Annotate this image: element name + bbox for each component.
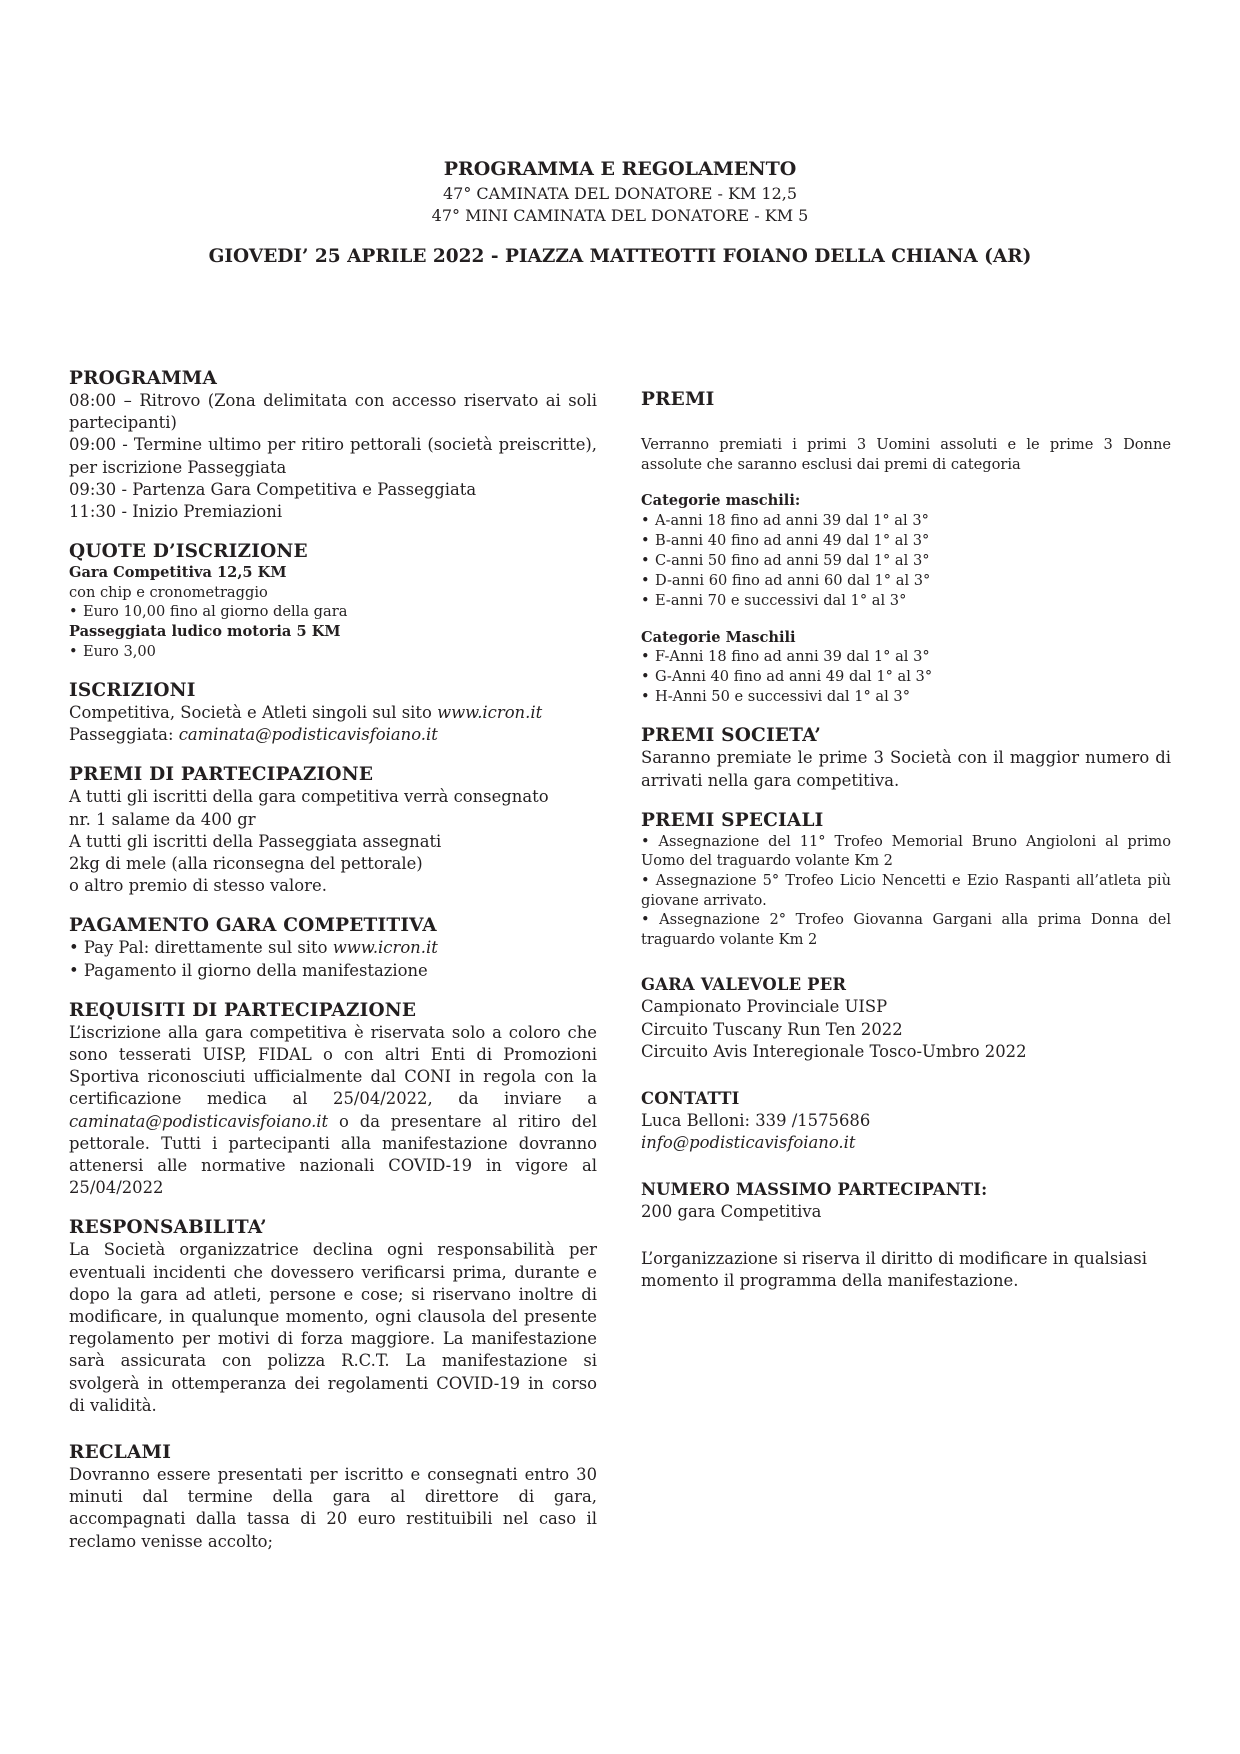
requisiti-text: L’iscrizione alla gara competitiva è riservata solo a coloro che sono tesserati UISP, FIDAL o con altri Enti di Promozioni Sportiva riconosciuti ufficialmente dal CONI in regola con la certificazione medica al 25/04/2022, da inviare a caminata@podisticavisfoiano.it o da presentare al ritiro del pettorale. Tutti i partecipanti alla manifestazione dovranno attenersi alle normative nazionali COVID-19 in vigore al 25/04/2022 [69,1022,597,1198]
section-contatti [641,1087,1171,1154]
category-item: • B-anni 40 fino ad anni 49 dal 1° al 3° [641,531,930,549]
contatti-phone: Luca Belloni: 339 /1575686 [641,1110,871,1130]
premio-speciale-item: • Assegnazione del 11° Trofeo Memorial Bruno Angioloni al primo Uomo del traguardo volante Km 2 [641,832,1171,870]
left-column [69,367,597,1553]
contatti-email[interactable]: info@podisticavisfoiano.it [641,1133,856,1153]
bullet-icon: • [641,648,650,666]
categorie-maschili-2-title: Categorie Maschili [641,628,796,646]
section-gara-valevole [641,973,1171,1063]
iscrizioni-line: Competitiva, Società e Atleti singoli sul sito www.icron.it [69,703,543,722]
premi-partecipazione-line: o altro premio di stesso valore. [69,876,327,896]
responsabilita-text: La Società organizzatrice declina ogni responsabilità per eventuali incidenti che dovessero verificarsi prima, durante e dopo la gara ad atleti, persone e cose; si riservano inoltre di modificare, in qualunque momento, ogni clausola del presente regolamento per motivi di forza maggiore. La manifestazione sarà assicurata con polizza R.C.T. La manifestazione si svolgerà in ottemperanza dei regolamenti COVID-19 in corso di validità. [69,1240,597,1415]
quote-gara-price: • Euro 10,00 fino al giorno della gara [69,603,348,621]
premi-societa-text: Saranno premiate le prime 3 Società con il maggior numero di arrivati nella gara competitiva. [641,748,1171,790]
category-item: • F-Anni 18 fino ad anni 39 dal 1° al 3° [641,648,930,666]
pagamento-title: PAGAMENTO GARA COMPETITIVA [69,915,437,937]
section-premi-societa [641,724,1171,791]
quote-gara-title: Gara Competitiva 12,5 KM [69,564,287,582]
section-requisiti [69,999,597,1200]
quote-title: QUOTE D’ISCRIZIONE [69,541,308,563]
section-reclami [69,1441,597,1553]
premi-partecipazione-line: nr. 1 salame da 400 gr [69,809,256,829]
bullet-icon: • [69,643,78,660]
premio-speciale-item: • Assegnazione 2° Trofeo Giovanna Gargani alla prima Donna del traguardo volante Km 2 [641,911,1171,948]
section-premi-partecipazione [69,763,597,897]
category-item: • H-Anni 50 e successivi dal 1° al 3° [641,688,911,706]
premi-speciali-title: PREMI SPECIALI [641,809,824,831]
section-programma [69,367,597,523]
email-link[interactable]: caminata@podisticavisfoiano.it [69,1111,329,1131]
reclami-text: Dovranno essere presentati per iscritto e consegnati entro 30 minuti dal termine della gara al direttore di gara, accompagnati dalla tassa di 20 euro restituibili nel caso il reclamo venisse accolto; [69,1465,597,1551]
category-item: • A-anni 18 fino ad anni 39 dal 1° al 3° [641,511,929,529]
section-responsabilita [69,1216,597,1417]
right-column [641,388,1171,1292]
bullet-icon: • [641,551,650,569]
category-item: • D-anni 60 fino ad anni 60 dal 1° al 3° [641,571,931,589]
nota-finale: L’organizzazione si riserva il diritto di modificare in qualsiasi momento il programma della manifestazione. [641,1248,1147,1290]
premi-partecipazione-line: 2kg di mele (alla riconsegna del pettorale) [69,854,423,874]
programma-line: 09:30 - Partenza Gara Competitiva e Passeggiata [69,479,477,499]
event-subtitle-12km: 47° CAMINATA DEL DONATORE - KM 12,5 [442,184,798,203]
programma-title: PROGRAMMA [69,368,218,389]
gara-valevole-title: GARA VALEVOLE PER [641,975,847,995]
gara-valevole-line: Circuito Tuscany Run Ten 2022 [641,1019,903,1039]
bullet-icon: • [641,591,650,609]
email-link[interactable]: caminata@podisticavisfoiano.it [178,725,438,745]
bullet-icon: • [69,603,78,621]
programma-line: 08:00 – Ritrovo (Zona delimitata con accesso riservato ai soli partecipanti) [69,391,597,433]
bullet-icon: • [641,511,650,529]
quote-pass-title: Passeggiata ludico motoria 5 KM [69,623,341,641]
categorie-maschili-title: Categorie maschili: [641,492,801,510]
pagamento-item: • Pay Pal: direttamente sul sito www.icron.it [69,938,438,958]
bullet-icon: • [641,668,650,686]
reclami-title: RECLAMI [69,1442,172,1464]
category-item: • G-Anni 40 fino ad anni 49 dal 1° al 3° [641,668,933,686]
premi-partecipazione-line: A tutti gli iscritti della Passeggiata assegnati [69,831,442,851]
icron-link[interactable]: www.icron.it [437,703,543,722]
icron-link[interactable]: www.icron.it [332,938,438,958]
section-pagamento [69,914,597,981]
requisiti-title: REQUISITI DI PARTECIPAZIONE [69,999,417,1021]
event-date-location: GIOVEDI’ 25 APRILE 2022 - PIAZZA MATTEOTTI FOIANO DELLA CHIANA (AR) [208,246,1032,267]
programma-line: 11:30 - Inizio Premiazioni [69,502,283,522]
section-quote [69,540,597,662]
gara-valevole-line: Campionato Provinciale UISP [641,997,888,1017]
programma-line: 09:00 - Termine ultimo per ritiro pettorali (società preiscritte), per iscrizione Passeggiata [69,435,597,477]
premi-societa-title: PREMI SOCIETA’ [641,725,822,747]
bullet-icon: • [641,688,650,706]
quote-pass-price: • Euro 3,00 [69,643,156,660]
premi-intro: Verranno premiati i primi 3 Uomini assoluti e le prime 3 Donne assolute che saranno esclusi dai premi di categoria [641,436,1171,473]
premio-speciale-item: • Assegnazione 5° Trofeo Licio Nencetti e Ezio Raspanti all’atleta più giovane arrivato. [641,871,1171,909]
premi-partecipazione-title: PREMI DI PARTECIPAZIONE [69,764,374,786]
gara-valevole-line: Circuito Avis Interegionale Tosco-Umbro 2022 [641,1041,1027,1061]
event-subtitle-5km: 47° MINI CAMINATA DEL DONATORE - KM 5 [431,206,809,225]
premi-title: PREMI [641,389,715,410]
category-item: • E-anni 70 e successivi dal 1° al 3° [641,591,907,609]
section-iscrizioni [69,679,597,746]
section-premi-speciali [641,809,1171,950]
section-premi [641,388,1171,707]
responsabilita-title: RESPONSABILITA’ [69,1217,267,1239]
document-title: PROGRAMMA E REGOLAMENTO [443,158,797,180]
premi-partecipazione-line: A tutti gli iscritti della gara competitiva verrà consegnato [69,787,549,807]
section-numero-massimo [641,1178,1171,1223]
numero-massimo-title: NUMERO MASSIMO PARTECIPANTI: [641,1180,988,1200]
pagamento-item: • Pagamento il giorno della manifestazione [69,960,428,980]
numero-massimo-text: 200 gara Competitiva [641,1202,822,1222]
bullet-icon: • [641,571,650,589]
iscrizioni-line: Passeggiata: caminata@podisticavisfoiano.it [69,725,438,745]
contatti-title: CONTATTI [641,1088,740,1108]
iscrizioni-title: ISCRIZIONI [69,680,196,701]
category-item: • C-anni 50 fino ad anni 59 dal 1° al 3° [641,551,930,569]
quote-gara-note: con chip e cronometraggio [69,583,268,601]
bullet-icon: • [641,531,650,549]
